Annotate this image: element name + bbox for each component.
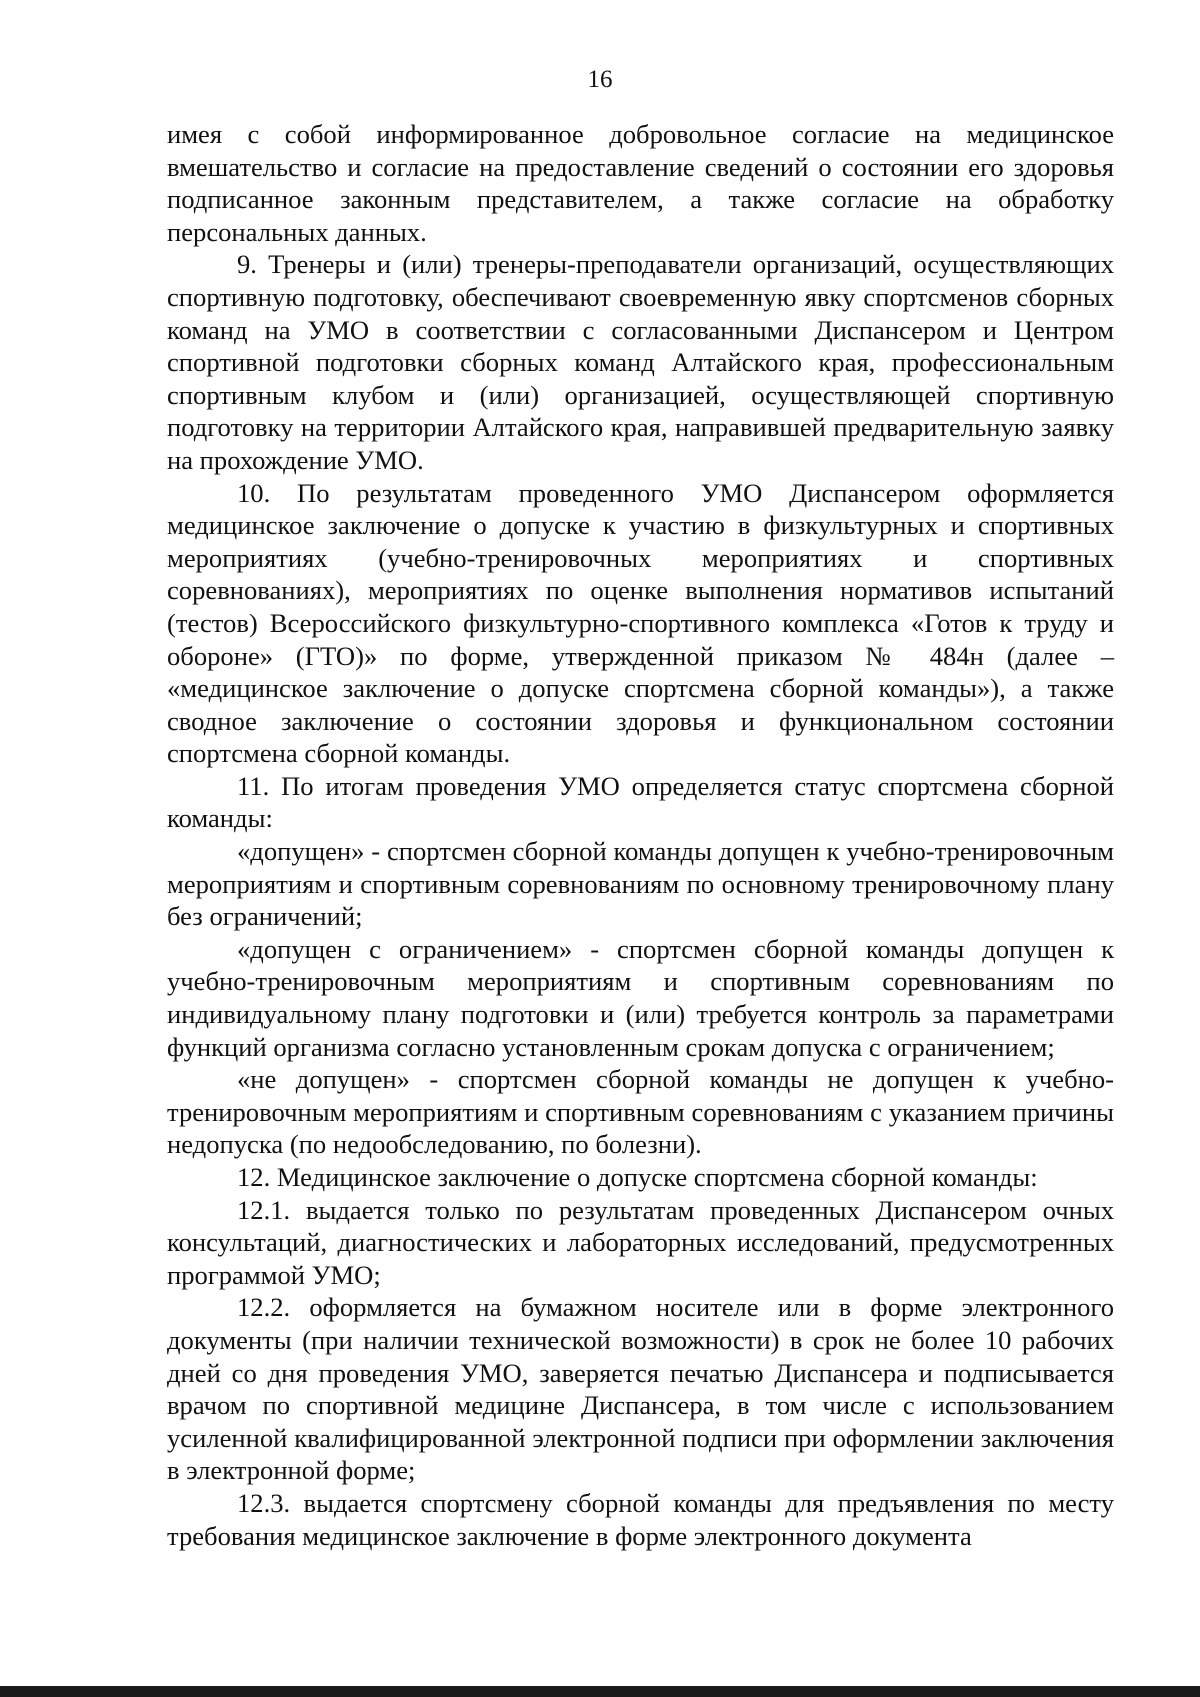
status-not-admitted: «не допущен» - спортсмен сборной команды не допущен к учебно-тренировочным мероприятиям и спортивным соревнованиям с указанием причины недопуска (по недообследованию, по болезни). xyxy=(167,1064,1114,1160)
document-body xyxy=(167,118,1114,1552)
page-number: 16 xyxy=(587,66,613,93)
status-admitted: «допущен» - спортсмен сборной команды допущен к учебно-тренировочным мероприятиям и спортивным соревнованиям по основному тренировочному плану без ограничений; xyxy=(167,836,1114,932)
status-admitted-with-restriction: «допущен с ограничением» - спортсмен сборной команды допущен к учебно-тренировочным мероприятиям и спортивным соревнованиям по индивидуальному плану подготовки и (или) требуется контроль за параметрами функций организма согласно установленным срокам допуска с ограничением; xyxy=(167,933,1114,1062)
paragraph-12-1: 12.1. выдается только по результатам проведенных Диспансером очных консультаций, диагностических и лабораторных исследований, предусмотренных программой УМО; xyxy=(167,1194,1114,1290)
paragraph-9-trainers: 9. Тренеры и (или) тренеры-преподаватели организаций, осуществляющих спортивную подготовку, обеспечивают своевременную явку спортсменов сборных команд на УМО в соответствии с согласованными Диспансером и Центром спортивной подготовки сборных команд Алтайского края, профессиональным спортивным клубом и (или) организацией, осуществляющей спортивную подготовку на территории Алтайского края, направившей предварительную заявку на прохождение УМО. xyxy=(167,249,1114,475)
paragraph-11-status: 11. По итогам проведения УМО определяется статус спортсмена сборной команды: xyxy=(167,770,1114,834)
paragraph-12-3: 12.3. выдается спортсмену сборной команды для предъявления по месту требования медицинское заключение в форме электронного документа xyxy=(167,1487,1114,1551)
paragraph-consent-continuation: имея с собой информированное добровольное согласие на медицинское вмешательство и согласие на предоставление сведений о состоянии его здоровья подписанное законным представителем, а также согласие на обработку персональных данных. xyxy=(167,119,1114,247)
paragraph-12-conclusion: 12. Медицинское заключение о допуске спортсмена сборной команды: xyxy=(237,1162,1038,1192)
paragraph-12-2: 12.2. оформляется на бумажном носителе или в форме электронного документы (при наличии технической возможности) в срок не более 10 рабочих дней со дня проведения УМО, заверяется печатью Диспансера и подписывается врачом по спортивной медицине Диспансера, в том числе с использованием усиленной квалифицированной электронной подписи при оформлении заключения в электронной форме; xyxy=(167,1292,1114,1486)
paragraph-10-medical-conclusion: 10. По результатам проведенного УМО Диспансером оформляется медицинское заключение о допуске к участию в физкультурных и спортивных мероприятиях (учебно-тренировочных мероприятиях и спортивных соревнованиях), мероприятиях по оценке выполнения нормативов испытаний (тестов) Всероссийского физкультурно-спортивного комплекса «Готов к труду и обороне» (ГТО)» по форме, утвержденной приказом № 484н (далее – «медицинское заключение о допуске спортсмена сборной команды»), а также сводное заключение о состоянии здоровья и функциональном состоянии спортсмена сборной команды. xyxy=(167,477,1114,769)
scan-edge-bar xyxy=(0,1686,1200,1697)
